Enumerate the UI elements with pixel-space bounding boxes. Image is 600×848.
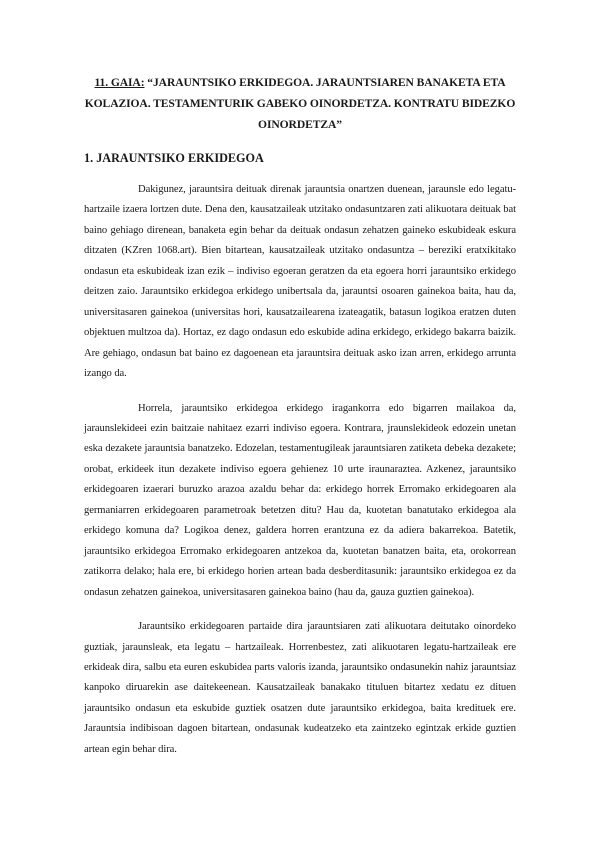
paragraph-2: Horrela, jarauntsiko erkidegoa erkidego iragankorra edo bigarren mailakoa da, jaraunslekideei ezin baitzaie nahitaez ezarri indiviso egoera. Kontrara, jraunslekideok edozein unetan eska dezakete jarauntsia banatzeko. Edozelan, testamentugileak jarauntsiaren zatiketa debeka dezakete; orobat, erkideek itun dezakete indiviso egoera gehienez 10 urte iraunaraztea. Azkenez, jarauntsiko erkidegoaren izaerari buruzko arazoa azaldu behar da: erkidego horrek Erromako erkidegoaren ala germaniarren erkidegoaren parametroak betetzen ditu? Hau da, kuotetan banatutako erkidegoa ala erkidego komuna da? Logikoa denez, galdera horren erantzuna ez da adiera bakarrekoa. Batetik, jarauntsiko erkidegoa Erromako erkidegoaren antzekoa da, kuotetan banatzen baita, eta, orokorrean zatikorra delako; hala ere, bi erkidego horien artean bada desberditasunik: jarauntsiko erkidegoa ez da ondasun zehatzen gainekoa, universitasaren gainekoa baino (hau da, gauza guztien gainekoa). — [84, 402, 516, 598]
section-heading: 1. JARAUNTSIKO ERKIDEGOA — [84, 151, 264, 165]
document-title — [84, 72, 516, 135]
paragraph-3: Jarauntsiko erkidegoaren partaide dira jarauntsiaren zati alikuotara deitutako oinordeko guztiak, jaraunsleak, eta legatu – hartzaileak. Horrenbestez, zati alikuotaren legatu-hartzaileak ere erkideak dira, salbu eta euren eskubidea parts valoris izanda, jarauntsiko ondasunekin nahiz jarauntsiaz kanpoko diruarekin ase daitekeenean. Kausatzaileak banakako tituluen bitartez xedatu ez dituen jarauntsiko ondasun eta eskubide guztiek osatzen dute jarauntsiko erkidegoa, baita kredituek ere. Jarauntsia indibisoan dagoen bitartean, ondasunak kudeatzeko eta zaintzeko egintzak erkide guztien artean egin behar dira. — [84, 621, 516, 755]
paragraph-1: Dakigunez, jarauntsira deituak direnak jarauntsia onartzen duenean, jaraunsle edo legatu- hartzaile izaera lortzen dute. Dena den, kausatzaileak utzitako ondasuntzaren zati alikuotara deituak bat baino gehiago direnean, banaketa egin behar da deituak ondasun zehatzen gaineko eskubideak eskura ditzaten (KZren 1068.art). Bien bitartean, kausatzaileak utzitako ondasuntza – bereziki eratxikitako ondasun eta eskubideak izan ezik – indiviso egoeran geratzen da eta egoera horri jarauntsiko erkidego deitzen zaio. Jarauntsiko erkidegoa erkidego unibertsala da, jarauntsi osoaren gainekoa baita, hau da, universitasaren gainekoa (universitas hori, kausatzailearena izateagatik, batasun logikoa eratzen duten objektuen multzoa da). Hortaz, ez dago ondasun edo eskubide adina erkidego, erkidego bakarra baizik. Are gehiago, ondasun bat baino ez dagoenean eta jarauntsira deituak asko izan arren, erkidego arrunta izango da. — [84, 184, 516, 380]
title-number: 11. GAIA: — [94, 76, 145, 89]
title-text: “JARAUNTSIKO ERKIDEGOA. JARAUNTSIAREN BANAKETA ETA KOLAZIOA. TESTAMENTURIK GABEKO OINORDETZA. KONTRATU BIDEZKO OINORDETZA” — [84, 76, 516, 131]
